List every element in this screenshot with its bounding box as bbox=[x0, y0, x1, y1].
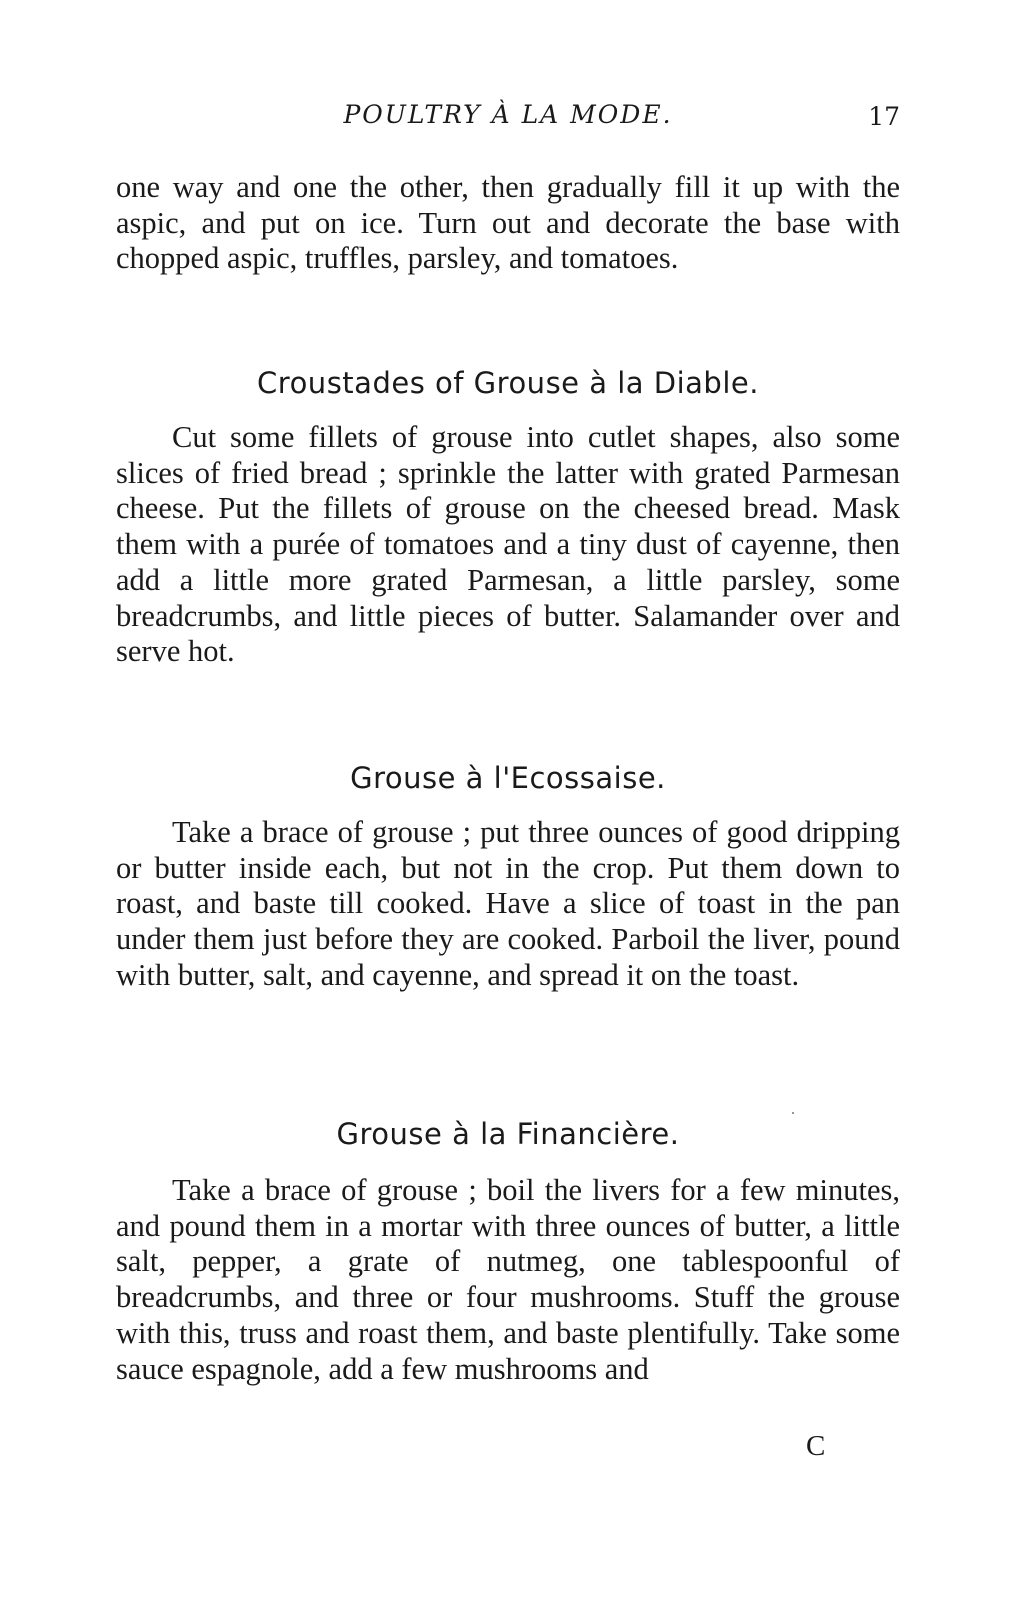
continuation-paragraph-block bbox=[116, 170, 900, 277]
running-title: POULTRY À LA MODE. bbox=[343, 100, 673, 129]
recipe-body-ecossaise bbox=[116, 815, 900, 994]
recipe-body-financiere bbox=[116, 1173, 900, 1387]
continuation-paragraph: one way and one the other, then gradually fill it up with the aspic, and put on ice. Turn out and decorate the base with chopped aspic, truffles, parsley, and tomatoes. bbox=[116, 170, 900, 276]
recipe-heading-croustades: Croustades of Grouse à la Diable. bbox=[257, 366, 759, 400]
recipe-heading-financiere: Grouse à la Financière. bbox=[336, 1117, 680, 1151]
running-head bbox=[116, 100, 900, 140]
recipe-paragraph: Cut some fillets of grouse into cutlet shapes, also some slices of fried bread ; sprinkle the latter with grated Parmesan cheese. Put the fillets of grouse on the cheesed bread. Mask them with a purée of tomatoes and a tiny dust of cayenne, then add a little more grated Parmesan, a little parsley, some breadcrumbs, and little pieces of butter. Salamander over and serve hot. bbox=[116, 420, 900, 669]
recipe-body-croustades bbox=[116, 420, 900, 670]
ink-speck bbox=[792, 1112, 794, 1114]
signature-mark: C bbox=[806, 1430, 826, 1462]
recipe-heading-ecossaise: Grouse à l'Ecossaise. bbox=[350, 761, 666, 795]
page-number: 17 bbox=[868, 102, 900, 131]
recipe-paragraph: Take a brace of grouse ; put three ounces of good dripping or butter inside each, but not in the crop. Put them down to roast, and baste till cooked. Have a slice of toast in the pan under them just before they are cooked. Parboil the liver, pound with butter, salt, and cayenne, and spread it on the toast. bbox=[116, 815, 900, 992]
recipe-paragraph: Take a brace of grouse ; boil the livers for a few minutes, and pound them in a mortar with three ounces of butter, a little salt, pepper, a grate of nutmeg, one tablespoonful of breadcrumbs, and three or four mushrooms. Stuff the grouse with this, truss and roast them, and baste plentifully. Take some sauce espagnole, add a few mushrooms and bbox=[116, 1173, 900, 1386]
